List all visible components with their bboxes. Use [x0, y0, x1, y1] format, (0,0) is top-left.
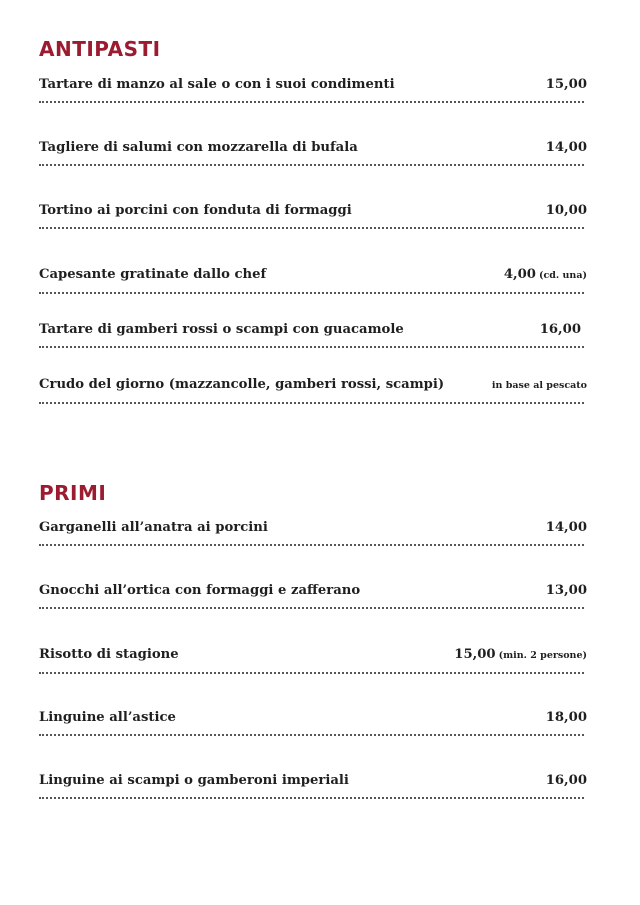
menu-item: [39, 772, 587, 799]
section-title-antipasti: ANTIPASTI: [39, 37, 161, 61]
menu-item: [39, 202, 587, 229]
item-name: Tortino ai porcini con fonduta di formaggi: [39, 203, 352, 218]
dotted-leader: [39, 346, 584, 348]
price-note: (min. 2 persone): [498, 650, 587, 661]
item-name: Capesante gratinate dallo chef: [39, 267, 267, 282]
dotted-leader: [39, 734, 584, 736]
item-price: 15,00: [454, 647, 496, 662]
item-name: Tartare di gamberi rossi o scampi con guacamole: [39, 322, 404, 337]
menu-item: [39, 376, 587, 404]
item-price: 18,00: [545, 710, 587, 725]
item-name: Garganelli all’anatra ai porcini: [39, 520, 268, 535]
dotted-leader: [39, 607, 584, 609]
item-price: 13,00: [545, 583, 587, 598]
menu-item: [39, 646, 587, 674]
item-price: 16,00: [539, 322, 581, 337]
item-price: 10,00: [545, 203, 587, 218]
dotted-leader: [39, 227, 584, 229]
item-name: Tartare di manzo al sale o con i suoi condimenti: [39, 77, 395, 92]
item-price: 15,00: [545, 77, 587, 92]
dotted-leader: [39, 797, 584, 799]
item-name: Risotto di stagione: [39, 647, 179, 662]
price-note: (cd. una): [538, 270, 587, 281]
item-name: Gnocchi all’ortica con formaggi e zafferano: [39, 583, 361, 598]
menu-item: [39, 139, 587, 166]
dotted-leader: [39, 164, 584, 166]
dotted-leader: [39, 101, 584, 103]
menu-item: [39, 519, 587, 546]
item-name: Linguine all’astice: [39, 710, 176, 725]
item-name: Linguine ai scampi o gamberoni imperiali: [39, 773, 349, 788]
price-note: in base al pescato: [491, 380, 587, 391]
dotted-leader: [39, 402, 584, 404]
menu-item: [39, 76, 587, 103]
menu-item: [39, 321, 587, 348]
item-price: 14,00: [545, 520, 587, 535]
item-price: 4,00: [503, 267, 536, 282]
menu-item: [39, 266, 587, 294]
item-price: 16,00: [545, 773, 587, 788]
item-name: Tagliere di salumi con mozzarella di bufala: [39, 140, 358, 155]
item-price: 14,00: [545, 140, 587, 155]
section-title-primi: PRIMI: [39, 481, 107, 505]
dotted-leader: [39, 672, 584, 674]
menu-item: [39, 709, 587, 736]
item-name: Crudo del giorno (mazzancolle, gamberi rossi, scampi): [39, 377, 445, 392]
dotted-leader: [39, 292, 584, 294]
dotted-leader: [39, 544, 584, 546]
menu-item: [39, 582, 587, 609]
